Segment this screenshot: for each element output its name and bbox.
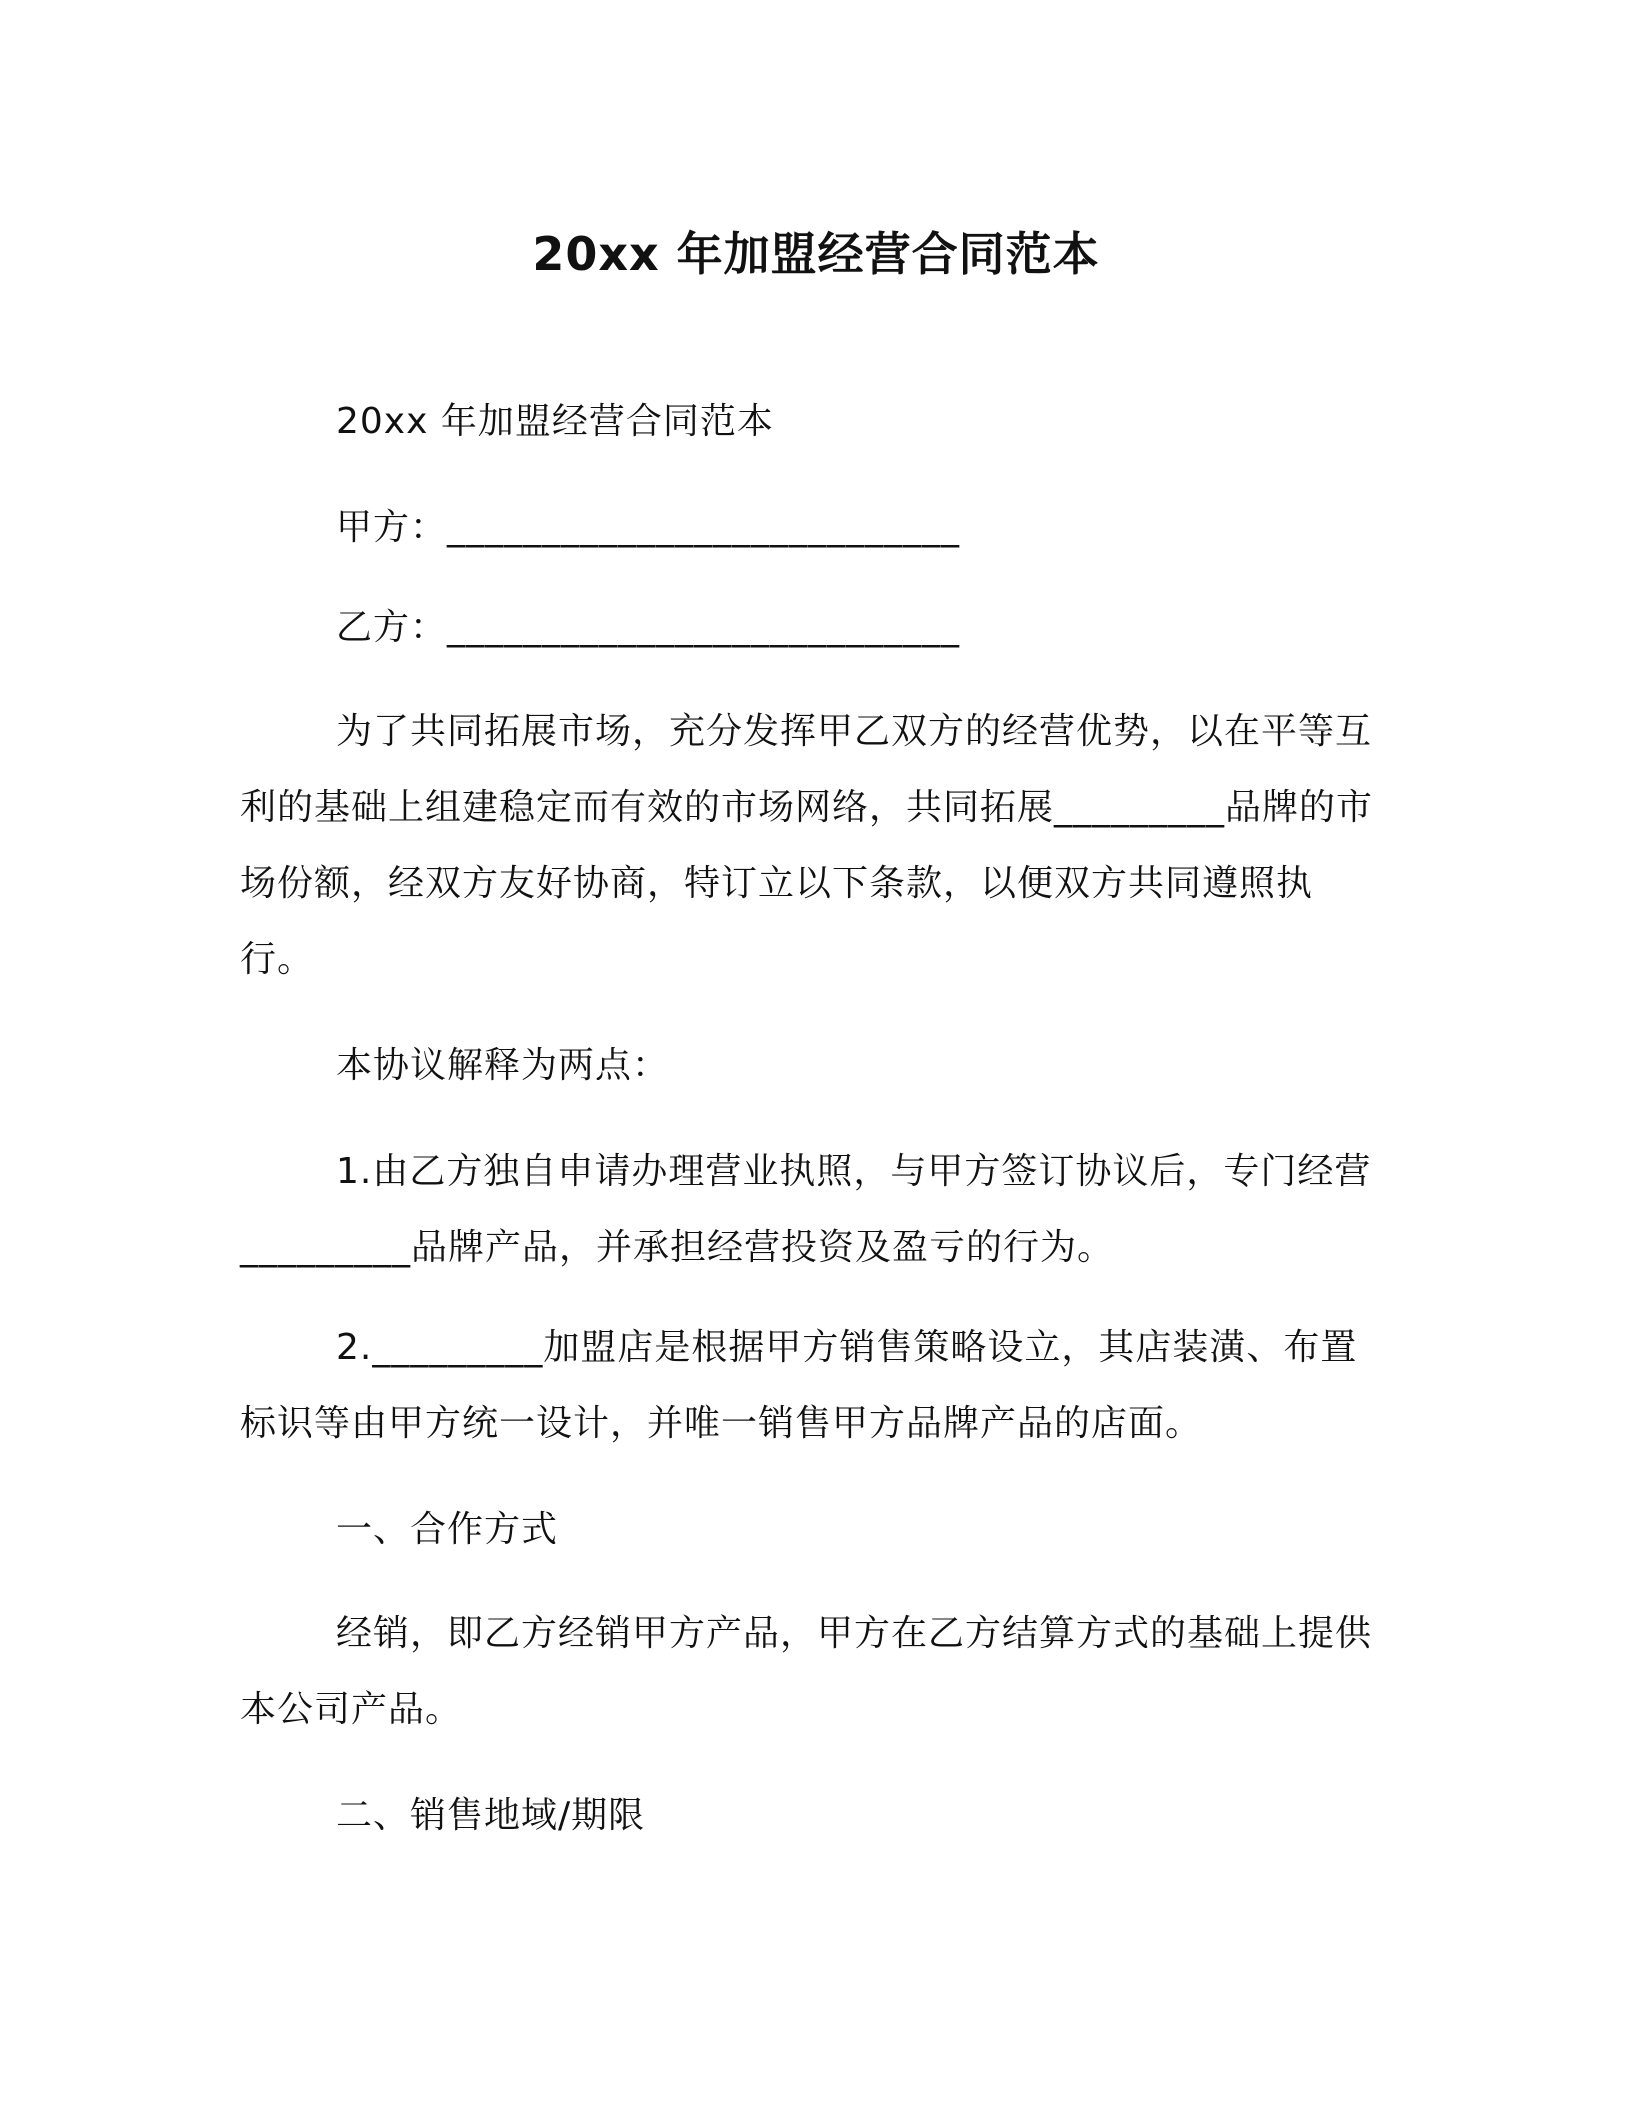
document-title: 20xx 年加盟经营合同范本	[532, 227, 1100, 281]
document-subtitle: 20xx 年加盟经营合同范本	[336, 401, 774, 442]
section-1-body: 经销，即乙方经销甲方产品，甲方在乙方结算方式的基础上提供本公司产品。	[240, 1613, 1373, 1730]
party-b-line: 乙方：___________________________	[336, 607, 961, 648]
section-2-heading: 二、销售地域/期限	[336, 1795, 646, 1836]
explanation-heading: 本协议解释为两点：	[336, 1045, 670, 1086]
point-1-paragraph: 1.由乙方独自申请办理营业执照，与甲方签订协议后，专门经营_________品牌产品，并承担经营投资及盈亏的行为。	[240, 1151, 1372, 1268]
party-a-line: 甲方：___________________________	[336, 507, 961, 548]
section-1-heading: 一、合作方式	[336, 1509, 559, 1550]
point-2-paragraph: 2._________加盟店是根据甲方销售策略设立，其店装潢、布置标识等由甲方统一设计，并唯一销售甲方品牌产品的店面。	[240, 1327, 1358, 1444]
intro-paragraph: 为了共同拓展市场，充分发挥甲乙双方的经营优势，以在平等互利的基础上组建稳定而有效的市场网络，共同拓展_________品牌的市场份额，经双方友好协商，特订立以下条款，以便双方共同遵照执行。	[240, 711, 1374, 980]
